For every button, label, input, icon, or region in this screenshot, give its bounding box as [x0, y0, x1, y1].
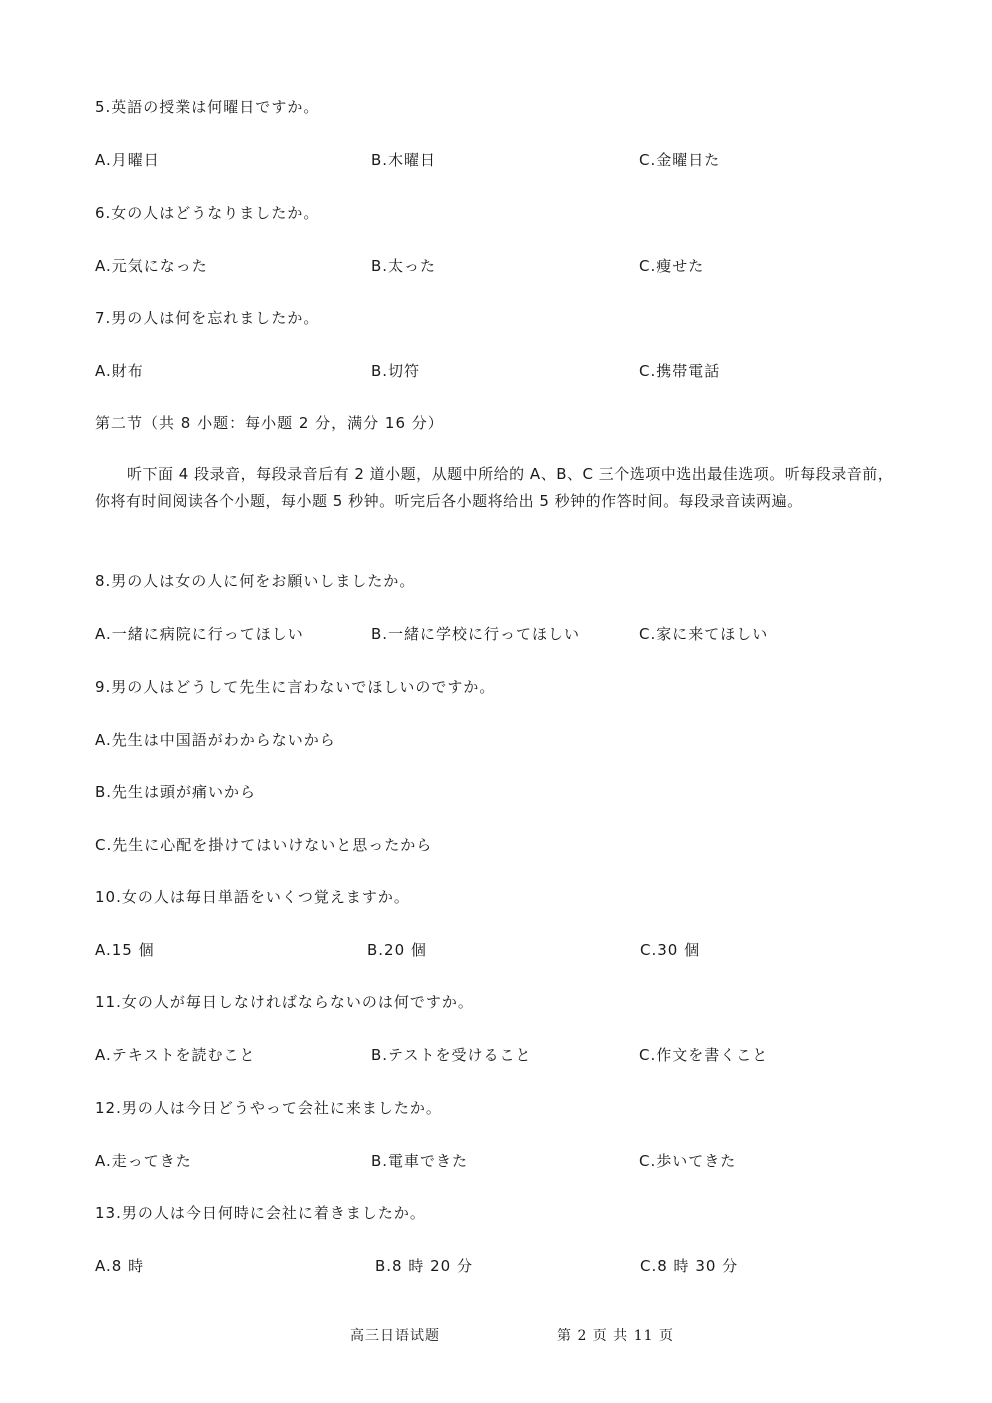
question-13-option-c: C.8 時 30 分: [640, 1257, 739, 1275]
question-12-option-b: B.電車できた: [371, 1152, 469, 1170]
question-8-option-b: B.一緒に学校に行ってほしい: [371, 625, 581, 643]
question-8-stem: 8.男の人は女の人に何をお願いしましたか。: [95, 572, 416, 590]
question-10-option-c: C.30 個: [640, 941, 701, 959]
question-9-option-a: A.先生は中国語がわからないから: [95, 731, 336, 749]
footer-title: 高三日语试题: [350, 1328, 440, 1344]
question-9-option-b: B.先生は頭が痛いから: [95, 783, 257, 801]
question-10-option-b: B.20 個: [367, 941, 427, 959]
question-10-stem: 10.女の人は毎日単語をいくつ覚えますか。: [95, 888, 410, 906]
question-12-option-a: A.走ってきた: [95, 1152, 192, 1170]
question-6-option-c: C.瘦せた: [639, 257, 705, 275]
question-7-option-a: A.財布: [95, 362, 144, 380]
footer-page-info: 第 2 页 共 11 页: [557, 1328, 674, 1344]
question-6-option-b: B.太った: [371, 257, 437, 275]
question-5-option-b: B.木曜日: [371, 151, 437, 169]
question-6-option-a: A.元気になった: [95, 257, 208, 275]
question-7-option-b: B.切符: [371, 362, 421, 380]
question-8-option-a: A.一緒に病院に行ってほしい: [95, 625, 304, 643]
question-12-option-c: C.歩いてきた: [639, 1152, 737, 1170]
question-11-option-b: B.テストを受けること: [371, 1046, 532, 1064]
question-9-option-c: C.先生に心配を掛けてはいけないと思ったから: [95, 836, 433, 854]
question-5-stem: 5.英語の授業は何曜日ですか。: [95, 98, 320, 116]
question-7-option-c: C.携帯電話: [639, 362, 721, 380]
section-2-instructions: 听下面 4 段录音，每段录音后有 2 道小题，从题中所给的 A、B、C 三个选项中选出最佳选项。听每段录音前，你将有时间阅读各个小题，每小题 5 秒钟。听完后各小题将给出 5 秒钟的作答时间。每段录音读两遍。: [95, 465, 894, 510]
question-8-option-c: C.家に来てほしい: [639, 625, 769, 643]
question-13-stem: 13.男の人は今日何時に会社に着きましたか。: [95, 1204, 426, 1222]
question-11-option-c: C.作文を書くこと: [639, 1046, 769, 1064]
question-12-stem: 12.男の人は今日どうやって会社に来ましたか。: [95, 1099, 442, 1117]
question-10-option-a: A.15 個: [95, 941, 155, 959]
question-5-option-a: A.月曜日: [95, 151, 160, 169]
question-9-stem: 9.男の人はどうして先生に言わないでほしいのですか。: [95, 678, 496, 696]
question-11-option-a: A.テキストを読むこと: [95, 1046, 256, 1064]
question-11-stem: 11.女の人が毎日しなければならないのは何ですか。: [95, 993, 474, 1011]
section-2-heading: 第二节（共 8 小题：每小题 2 分，满分 16 分）: [95, 414, 444, 432]
question-5-option-c: C.金曜日た: [639, 151, 721, 169]
question-13-option-b: B.8 時 20 分: [375, 1257, 473, 1275]
question-13-option-a: A.8 時: [95, 1257, 145, 1275]
question-6-stem: 6.女の人はどうなりましたか。: [95, 204, 320, 222]
question-7-stem: 7.男の人は何を忘れましたか。: [95, 309, 320, 327]
